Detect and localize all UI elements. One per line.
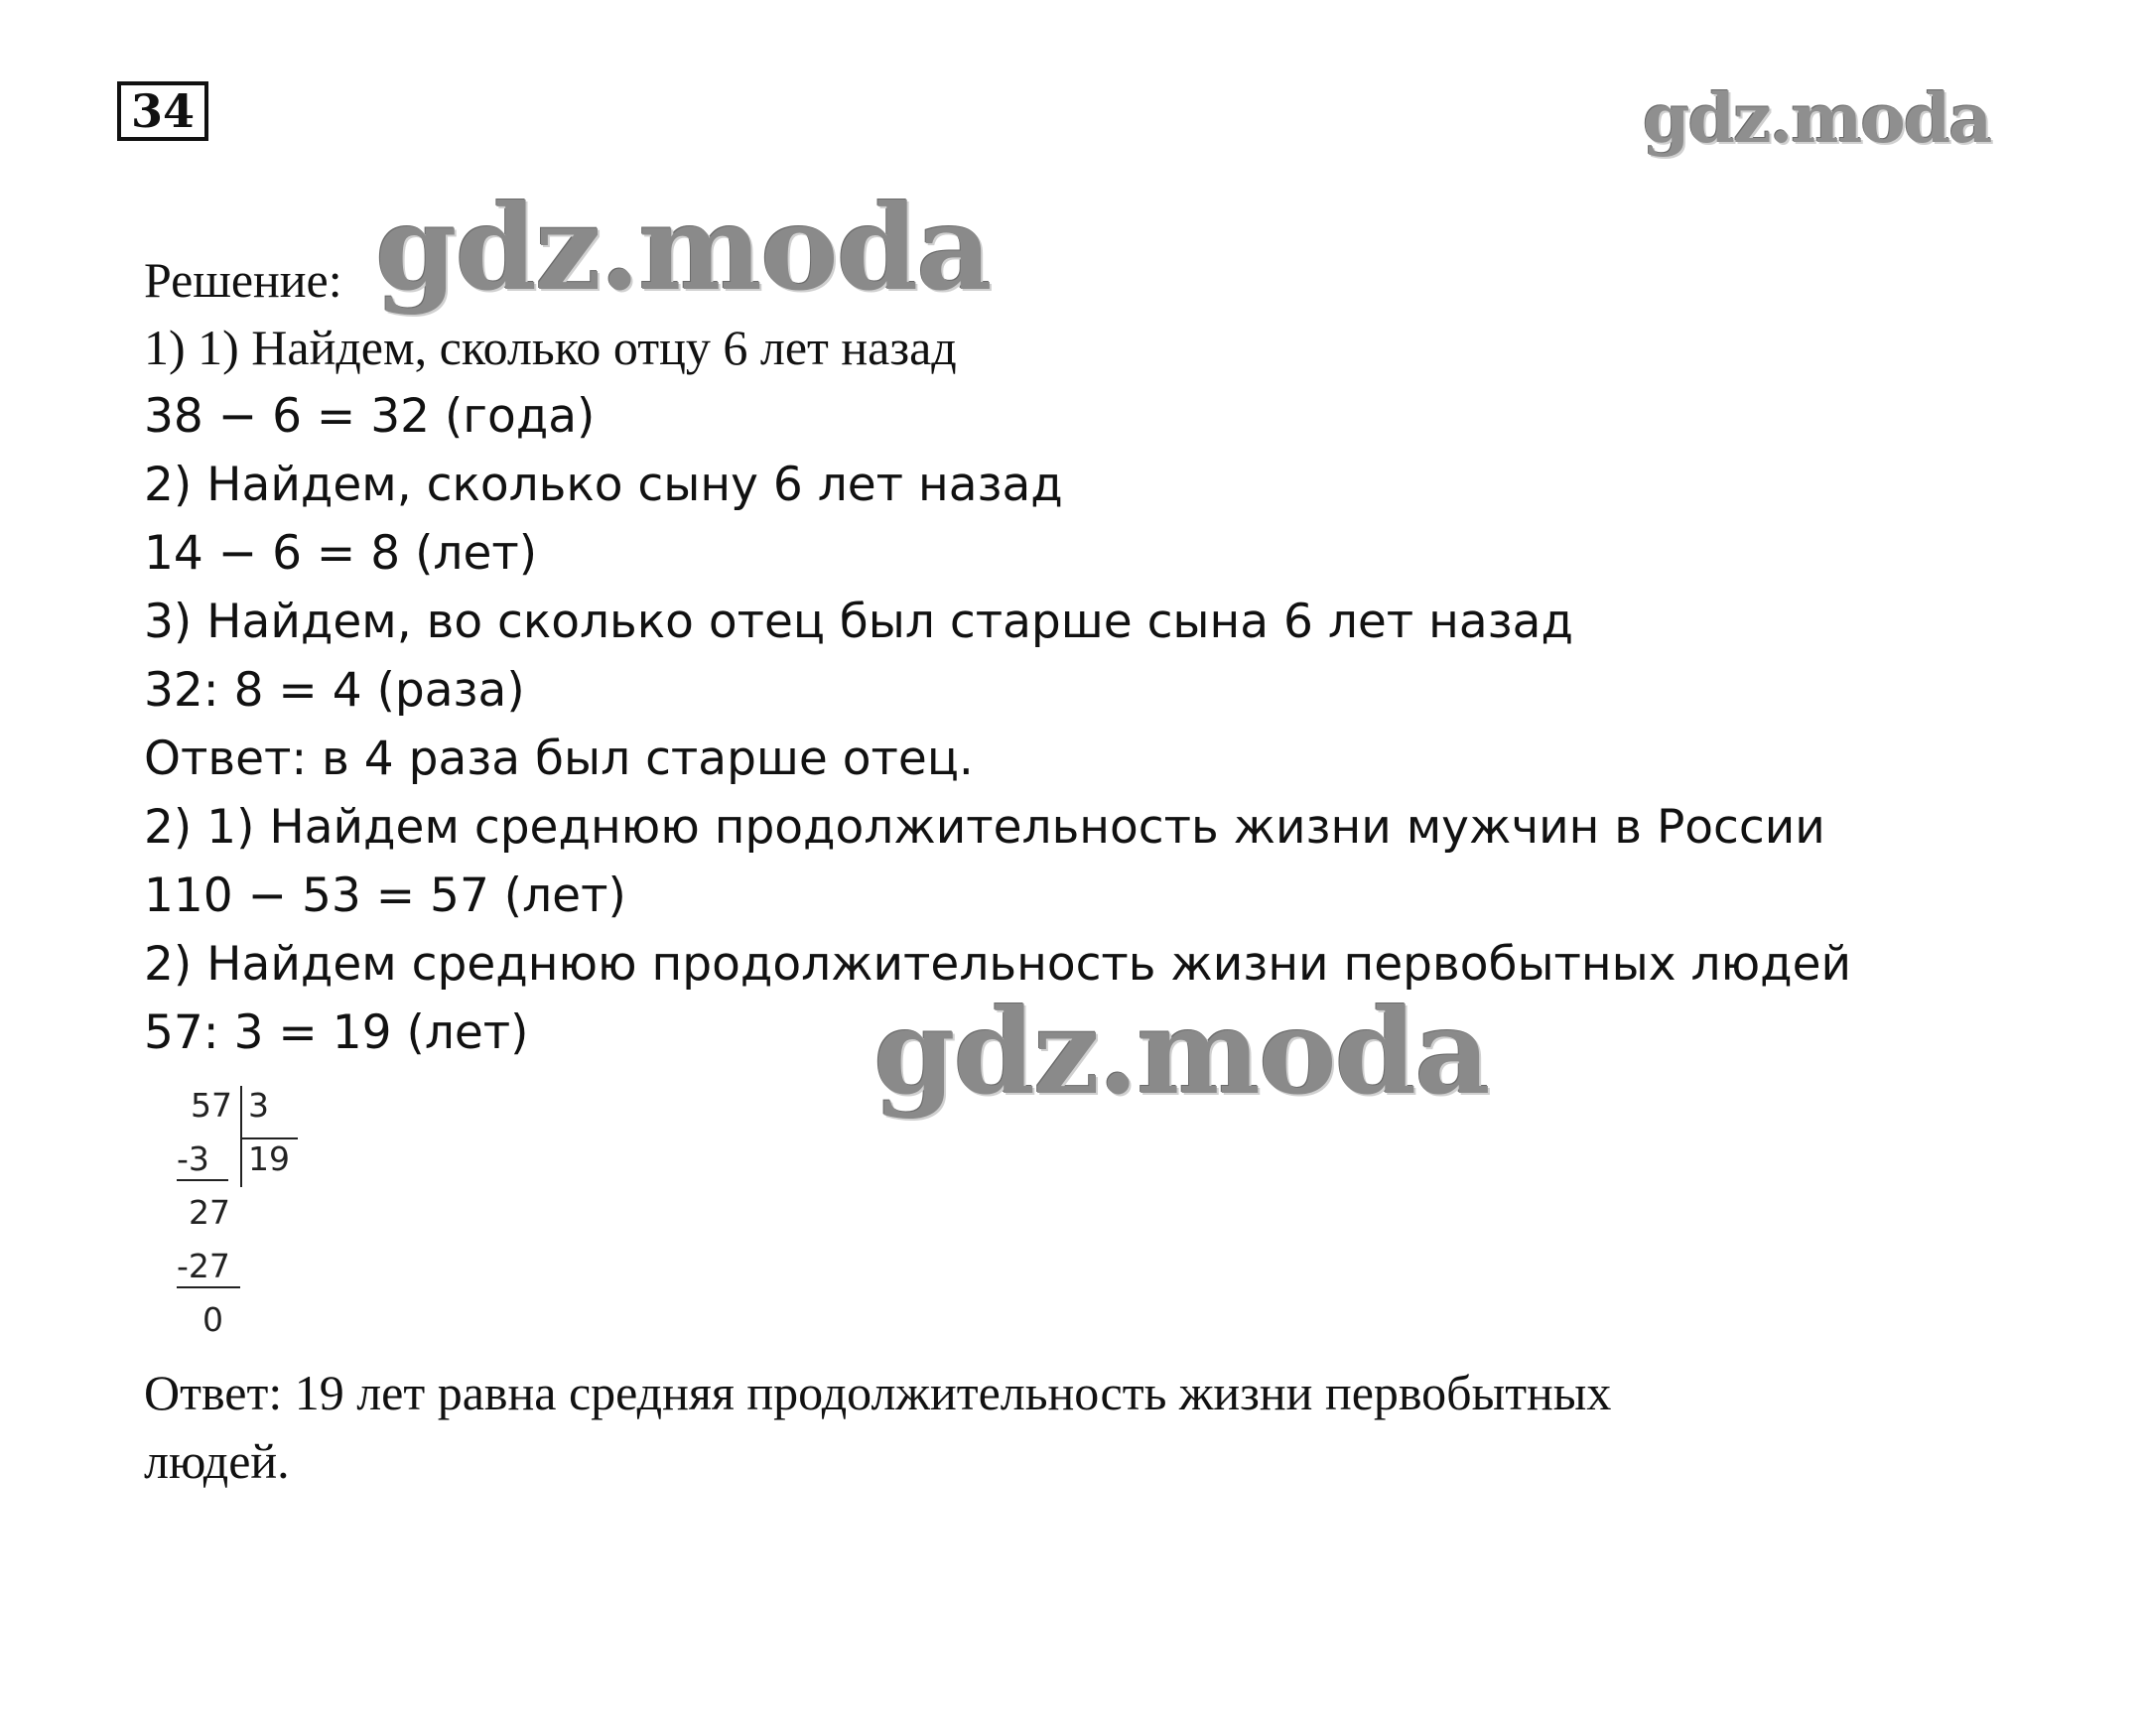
solution-heading: Решение: [144, 252, 342, 308]
task-number-box: 34 [117, 81, 208, 141]
solution-line-2: 38 − 6 = 32 (года) [144, 389, 596, 444]
solution-line-3: 2) Найдем, сколько сыну 6 лет назад [144, 458, 1063, 512]
solution-line-11: 57: 3 = 19 (лет) [144, 1005, 529, 1060]
division-step1-line [177, 1179, 228, 1181]
solution-line-10: 2) Найдем среднюю продолжительность жизни первобытных людей [144, 937, 1852, 992]
division-remainder: 0 [202, 1300, 223, 1339]
watermark-center: gdz.moda [873, 983, 1489, 1121]
division-step1-remainder: 27 [189, 1193, 230, 1232]
solution-line-8: 2) 1) Найдем среднюю продолжительность жизни мужчин в России [144, 800, 1825, 855]
long-division [169, 1082, 328, 1340]
solution-line-6: 32: 8 = 4 (раза) [144, 663, 525, 718]
final-answer-line-1: Ответ: 19 лет равна средняя продолжительность жизни первобытных [144, 1365, 1612, 1420]
division-step1-subtract: -3 [177, 1139, 209, 1178]
division-vertical-bar [240, 1086, 242, 1187]
division-step2-line [177, 1286, 240, 1288]
watermark-top-right: gdz.moda [1643, 79, 1991, 159]
watermark-mid-top: gdz.moda [375, 179, 991, 317]
division-dividend: 57 [191, 1086, 232, 1125]
division-step2-subtract: -27 [177, 1247, 230, 1285]
division-divisor: 3 [248, 1086, 269, 1125]
solution-line-9: 110 − 53 = 57 (лет) [144, 868, 626, 923]
final-answer-line-2: людей. [144, 1433, 290, 1489]
division-quotient: 19 [248, 1139, 290, 1178]
solution-line-4: 14 − 6 = 8 (лет) [144, 526, 538, 581]
solution-line-1: 1) 1) Найдем, сколько отцу 6 лет назад [144, 320, 957, 375]
solution-line-7: Ответ: в 4 раза был старше отец. [144, 732, 974, 786]
solution-line-5: 3) Найдем, во сколько отец был старше сына 6 лет назад [144, 595, 1573, 649]
